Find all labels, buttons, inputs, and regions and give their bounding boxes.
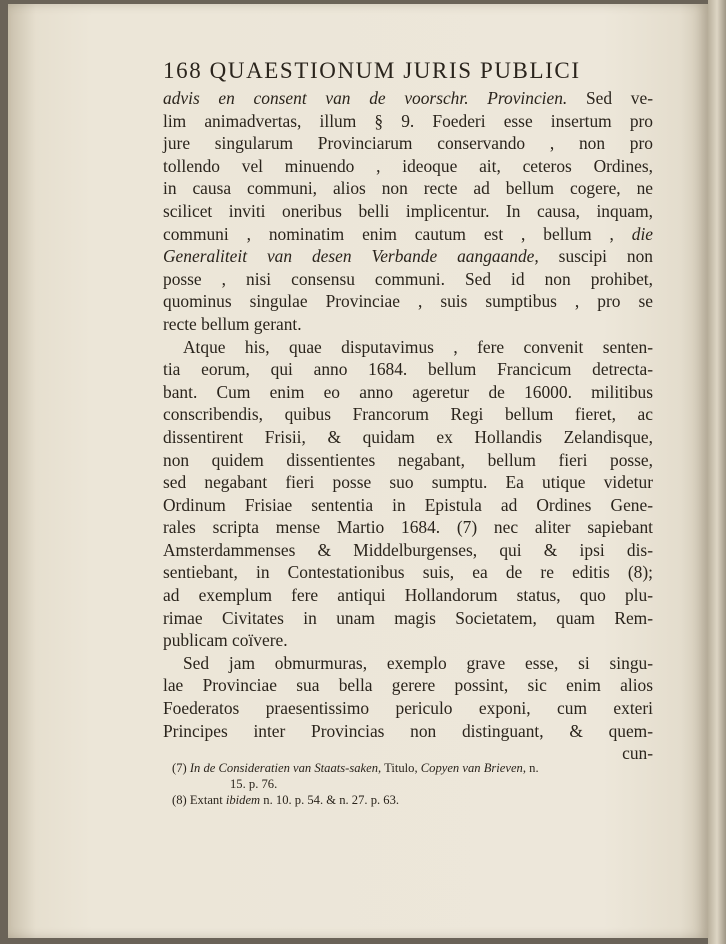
text-line: scilicet inviti oneribus belli implicentur. In causa, inquam, [163, 200, 653, 221]
text-line: publicam coïvere. [163, 630, 288, 651]
text-line: tia eorum, qui anno 1684. bellum Francicum detrecta- [163, 359, 653, 380]
footnote: (7) In de Consideratien van Staats-saken, Titulo, Copyen van Brieven, n. [172, 761, 539, 775]
main-text [163, 56, 653, 765]
text-line: communi , nominatim enim cautum est , bellum , die [163, 223, 653, 244]
catchword: cun- [622, 743, 653, 764]
text-line: dissentirent Frisii, & quidam ex Hollandis Zelandisque, [163, 426, 653, 447]
body-text [163, 87, 653, 742]
text-line: tollendo vel minuendo , ideoque ait, ceteros Ordines, [163, 155, 653, 176]
text-line: sed negabant fieri posse suo sumptu. Ea utique videtur [163, 472, 653, 493]
footnote: (8) Extant ibidem n. 10. p. 54. & n. 27. p. 63. [172, 793, 400, 807]
text-line: Foederatos praesentissimo periculo exponi, cum exteri [163, 698, 653, 719]
text-line: conscribendis, quibus Francorum Regi bellum fieret, ac [163, 404, 653, 425]
text-line: Generaliteit van desen Verbande aangaande, suscipi non [163, 246, 653, 267]
text-line: Amsterdammenses & Middelburgenses, qui & ipsi dis- [163, 539, 653, 560]
running-header: 168 QUAESTIONUM JURIS PUBLICI [163, 58, 581, 83]
text-line: quominus singulae Provinciae , suis sumptibus , pro se [163, 291, 653, 312]
text-line: in causa communi, alios non recte ad bellum cogere, ne [163, 178, 653, 199]
text-line: Atque his, quae disputavimus , fere convenit senten- [183, 336, 653, 357]
text-line: ad exemplum fere antiqui Hollandorum status, quo plu- [163, 585, 653, 606]
text-line: rales scripta mense Martio 1684. (7) nec aliter sapiebant [163, 517, 653, 538]
text-line: sentiebant, in Contestationibus suis, ea de re editis (8); [163, 562, 653, 583]
text-line: lae Provinciae sua bella gerere possint, sic enim alios [163, 675, 653, 696]
text-line: posse , nisi consensu communi. Sed id non prohibet, [163, 268, 653, 289]
text-line: advis en consent van de voorschr. Provincien. Sed ve- [163, 88, 653, 108]
text-line: rimae Civitates in unam magis Societatem, quam Rem- [163, 607, 653, 628]
text-line: bant. Cum enim eo anno ageretur de 16000. militibus [163, 381, 653, 402]
page-edge [708, 0, 726, 944]
footnotes [172, 760, 662, 808]
footnote: 15. p. 76. [230, 777, 278, 791]
text-line: non quidem dissentientes negabant, bellum fieri posse, [163, 449, 653, 470]
text-line: Sed jam obmurmuras, exemplo grave esse, si singu- [183, 652, 653, 673]
text-line: Ordinum Frisiae sententia in Epistula ad Ordines Gene- [163, 494, 653, 515]
text-line: recte bellum gerant. [163, 313, 302, 334]
text-line: lim animadvertas, illum § 9. Foederi esse insertum pro [163, 110, 653, 131]
text-line: jure singularum Provinciarum conservando , non pro [163, 133, 653, 154]
text-line: Principes inter Provincias non distinguant, & quem- [163, 720, 653, 741]
